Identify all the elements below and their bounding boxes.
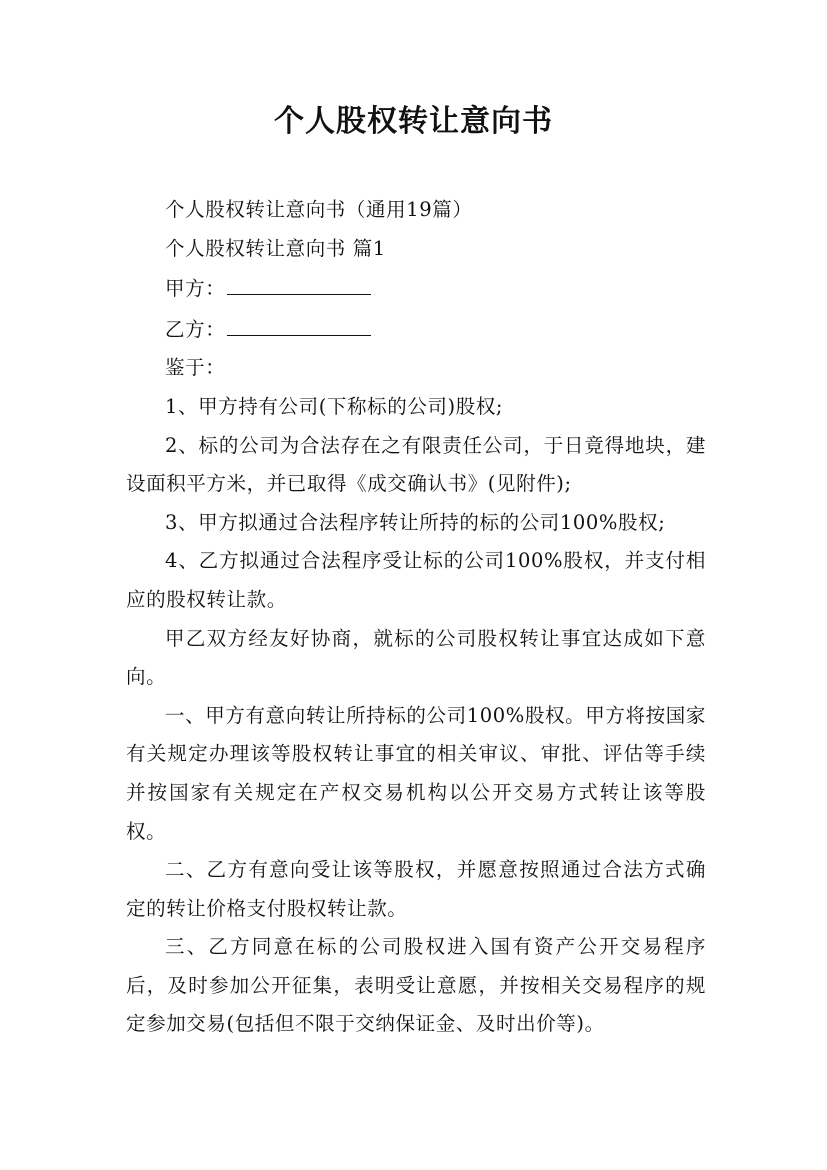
- party-b-blank: [227, 309, 371, 336]
- whereas-label: 鉴于：: [165, 356, 226, 380]
- paragraph: 4、乙方拟通过合法程序受让标的公司100%股权，并支付相应的股权转让款。: [126, 549, 706, 611]
- paragraph: 1、甲方持有公司(下称标的公司)股权;: [165, 394, 504, 418]
- party-a-blank: [227, 268, 371, 295]
- paragraph: 2、标的公司为合法存在之有限责任公司，于日竟得地块，建设面积平方米，并已取得《成交确认书》(见附件);: [126, 433, 706, 496]
- document-subtitle: 个人股权转让意向书（通用19篇）: [165, 198, 473, 221]
- paragraph: 二、乙方有意向受让该等股权，并愿意按照通过合法方式确定的转让价格支付股权转让款。: [126, 858, 706, 920]
- section-heading: 个人股权转让意向书 篇1: [165, 236, 386, 260]
- paragraph: 三、乙方同意在标的公司股权进入国有资产公开交易程序后，及时参加公开征集，表明受让意愿，并按相关交易程序的规定参加交易(包括但不限于交纳保证金、及时出价等)。: [126, 935, 706, 1036]
- document-body: [126, 191, 706, 1044]
- party-b-label: 乙方：: [165, 317, 226, 341]
- party-a-line: [126, 268, 706, 309]
- paragraph: 3、甲方拟通过合法程序转让所持的标的公司100%股权;: [165, 510, 666, 534]
- document-title: 个人股权转让意向书: [274, 104, 553, 139]
- paragraph: 甲乙双方经友好协商，就标的公司股权转让事宜达成如下意向。: [126, 626, 706, 689]
- party-a-label: 甲方：: [165, 277, 226, 301]
- paragraph: 一、甲方有意向转让所持标的公司100%股权。甲方将按国家有关规定办理该等股权转让事宜的相关审议、审批、评估等手续并按国家有关规定在产权交易机构以公开交易方式转让该等股权。: [126, 703, 706, 843]
- party-b-line: [126, 309, 706, 350]
